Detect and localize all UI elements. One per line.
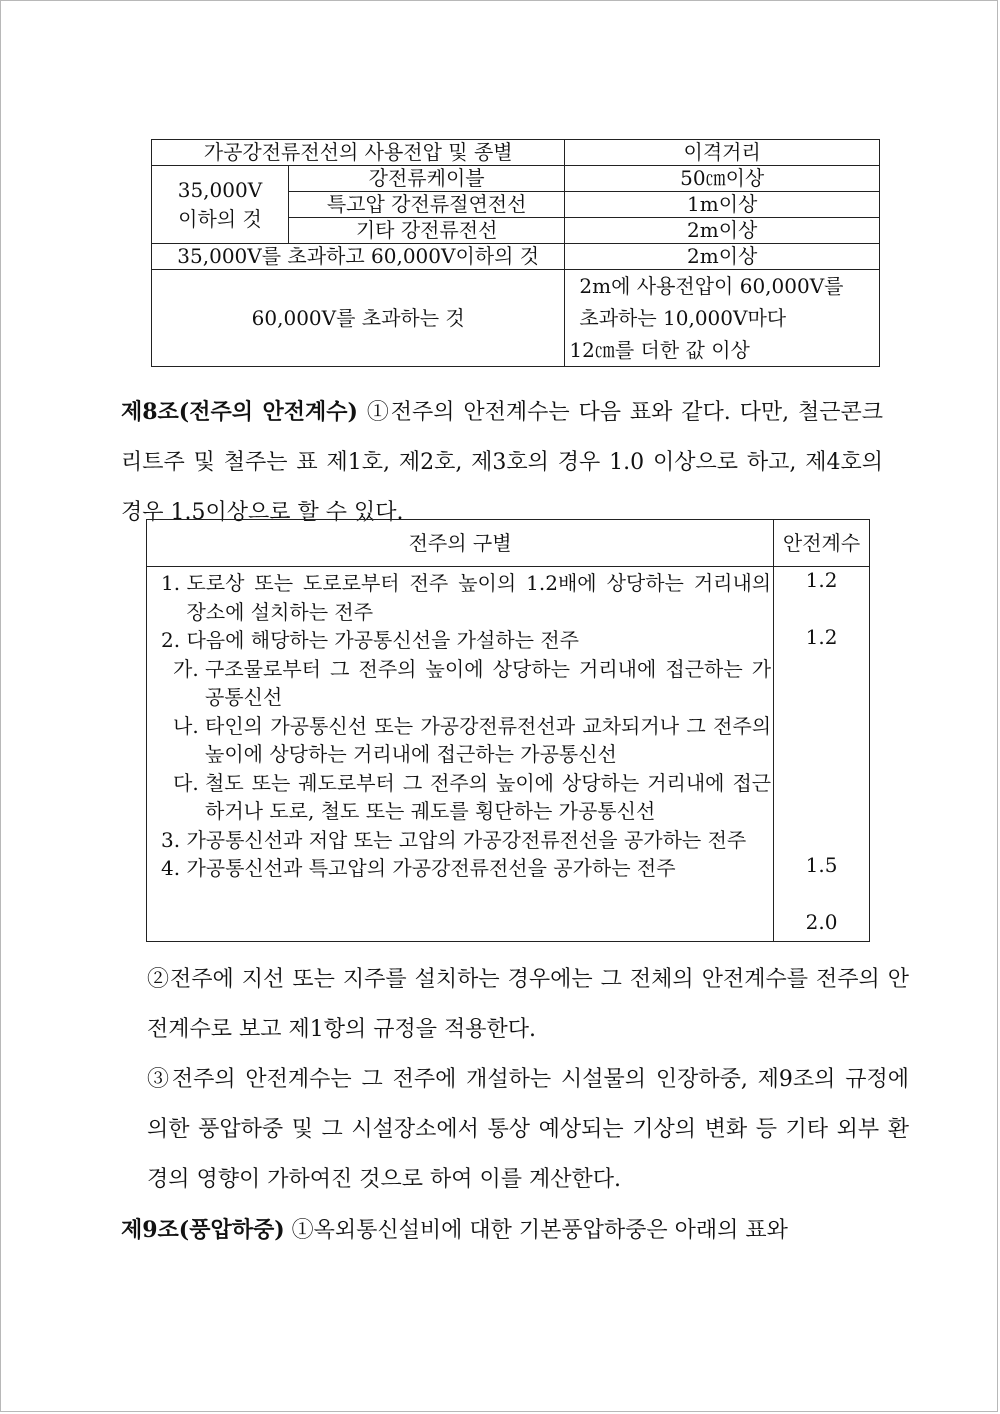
article-8-paragraph-2: ②전주에 지선 또는 지주를 설치하는 경우에는 그 전체의 안전계수를 전주의 안전계수로 보고 제1항의 규정을 적용한다. bbox=[147, 967, 909, 1042]
cell-line: 12㎝를 더한 값 이상 bbox=[569, 338, 750, 362]
article-8-title: 제8조(전주의 안전계수) bbox=[121, 399, 358, 425]
table-cell: 35,000V를 초과하고 60,000V이하의 것 bbox=[152, 244, 565, 270]
article-9-title: 제9조(풍압하중) bbox=[121, 1217, 285, 1243]
group-label-line: 35,000V bbox=[177, 177, 263, 202]
cell-line: 초과하는 10,000V마다 bbox=[579, 306, 787, 330]
item-text: 다음에 해당하는 가공통신선을 가설하는 전주 bbox=[186, 628, 579, 652]
table-cell: 특고압 강전류절연전선 bbox=[288, 192, 565, 218]
pole-classification-cell bbox=[147, 567, 774, 942]
cell-line: 2m에 사용전압이 60,000V를 bbox=[579, 274, 844, 298]
item-number: 나. bbox=[173, 713, 206, 738]
table-header-cell: 안전계수 bbox=[774, 520, 870, 567]
item-text: 타인의 가공통신선 또는 가공강전류전선과 교차되거나 그 전주의 높이에 상당하는 거리내에 접근하는 가공통신선 bbox=[205, 713, 772, 766]
item-text: 가공통신선과 특고압의 가공강전류전선을 공가하는 전주 bbox=[186, 856, 676, 880]
article-8-paragraph-3: ③전주의 안전계수는 그 전주에 개설하는 시설물의 인장하중, 제9조의 규정에 의한 풍압하중 및 그 시설장소에서 통상 예상되는 기상의 변화 등 기타 외부 환경의 영향이 가하여진 것으로 하여 이를 계산한다. bbox=[147, 1067, 909, 1192]
item-number: 4. bbox=[161, 856, 187, 880]
table-cell: 2m이상 bbox=[565, 218, 880, 244]
list-item bbox=[161, 569, 771, 626]
article-8-text: ①전주의 안전계수는 다음 표와 같다. 다만, 철근콘크리트주 및 철주는 표 제1호, 제2호, 제3호의 경우 1.0 이상으로 하고, 제4호의 경우 1.5이상으로 할 수 있다. bbox=[121, 400, 883, 525]
item-number: 3. bbox=[161, 827, 187, 852]
clearance-table bbox=[151, 139, 880, 367]
safety-factor-table bbox=[146, 519, 870, 942]
item-text: 철도 또는 궤도로부터 그 전주의 높이에 상당하는 거리내에 접근하거나 도로, 철도 또는 궤도를 횡단하는 가공통신선 bbox=[205, 770, 772, 823]
list-item bbox=[161, 626, 771, 655]
table-header-cell: 이격거리 bbox=[565, 140, 880, 166]
item-text: 구조물로부터 그 전주의 높이에 상당하는 거리내에 접근하는 가공통신선 bbox=[205, 656, 772, 709]
article-9-text: ①옥외통신설비에 대한 기본풍압하중은 아래의 표와 bbox=[291, 1218, 788, 1243]
item-number: 다. bbox=[173, 770, 206, 795]
item-text: 도로상 또는 도로로부터 전주 높이의 1.2배에 상당하는 거리내의 장소에 설치하는 전주 bbox=[186, 571, 772, 624]
table-cell: 1m이상 bbox=[565, 192, 880, 218]
safety-factor-value: 1.2 bbox=[805, 568, 838, 592]
article-9-paragraph-1 bbox=[121, 1205, 883, 1256]
list-item bbox=[161, 769, 771, 826]
table-cell: 60,000V를 초과하는 것 bbox=[152, 270, 565, 367]
table-cell: 50㎝이상 bbox=[565, 166, 880, 192]
article-8-paragraph-1 bbox=[121, 387, 883, 538]
table-row bbox=[147, 520, 870, 567]
safety-factor-value: 1.5 bbox=[805, 853, 838, 877]
table-cell: 2m이상 bbox=[565, 244, 880, 270]
list-item bbox=[161, 826, 771, 855]
list-item bbox=[161, 854, 771, 883]
safety-factor-cell bbox=[774, 567, 870, 942]
safety-factor-value: 1.2 bbox=[805, 625, 838, 649]
table-row bbox=[152, 166, 880, 192]
table-header-cell: 가공강전류전선의 사용전압 및 종별 bbox=[152, 140, 565, 166]
table-header-cell: 전주의 구별 bbox=[147, 520, 774, 567]
table-cell: 강전류케이블 bbox=[288, 166, 565, 192]
item-number: 1. bbox=[161, 571, 187, 595]
table-row bbox=[147, 567, 870, 942]
table-row bbox=[152, 140, 880, 166]
item-number: 2. bbox=[161, 628, 187, 652]
table-cell: 기타 강전류전선 bbox=[288, 218, 565, 244]
group-label-line: 이하의 것 bbox=[178, 206, 262, 231]
list-item bbox=[161, 655, 771, 712]
voltage-group-cell bbox=[152, 166, 289, 244]
table-cell bbox=[565, 270, 880, 367]
table-row bbox=[152, 244, 880, 270]
item-text: 가공통신선과 저압 또는 고압의 가공강전류전선을 공가하는 전주 bbox=[186, 827, 747, 852]
item-number: 가. bbox=[173, 656, 206, 681]
safety-factor-value: 2.0 bbox=[805, 910, 838, 934]
table-row bbox=[152, 270, 880, 367]
list-item bbox=[161, 712, 771, 769]
